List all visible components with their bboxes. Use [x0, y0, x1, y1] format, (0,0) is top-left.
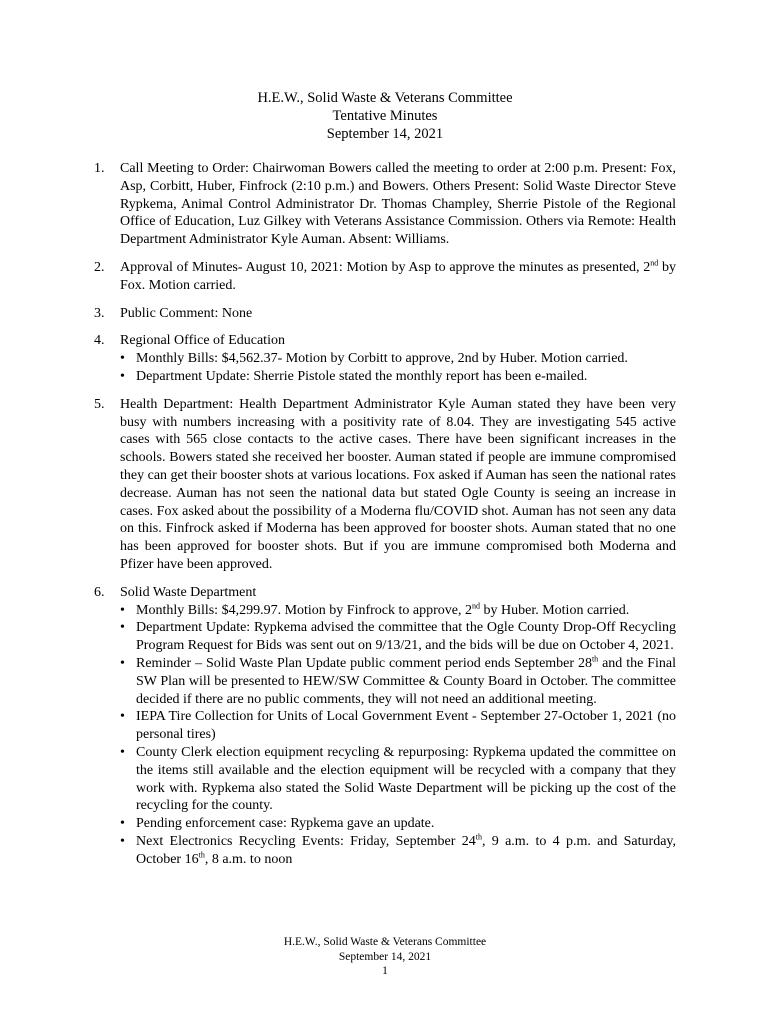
- bullet-item: • County Clerk election equipment recycling & repurposing: Rypkema updated the committee on the items still available and the election equipment will be recycled with a company that they work with. Rypkema also stated the Solid Waste Department will be picking up the cost of the recycling for the county.: [120, 744, 676, 814]
- item-number: 1.: [94, 161, 105, 176]
- meeting-date: September 14, 2021: [326, 126, 444, 142]
- bullet-item: • Monthly Bills: $4,562.37- Motion by Corbitt to approve, 2nd by Huber. Motion carried.: [120, 351, 628, 367]
- bullet-icon: •: [120, 833, 125, 849]
- document-subtitle: Tentative Minutes: [332, 108, 438, 124]
- item-heading: Regional Office of Education: [120, 333, 285, 349]
- bullet-item: • Reminder – Solid Waste Plan Update public comment period ends September 28th and the Final SW Plan will be presented to HEW/SW Committee & County Board in October. The committee decided if there are no public comments, they will not need an additional meeting.: [120, 654, 676, 707]
- bullet-list: [120, 602, 676, 869]
- bullet-item: • Department Update: Rypkema advised the committee that the Ogle County Drop-Off Recycling Program Request for Bids was sent out on 9/13/21, and the bids will be due on October 4, 2021.: [120, 620, 676, 654]
- agenda-item-regional-office: [94, 332, 676, 385]
- bullet-icon: •: [120, 368, 125, 384]
- bullet-list: [120, 350, 676, 386]
- bullet-item: • Monthly Bills: $4,299.97. Motion by Finfrock to approve, 2nd by Huber. Motion carried.: [120, 600, 630, 618]
- agenda-item-public-comment: [94, 305, 676, 323]
- page-footer: [0, 935, 770, 979]
- document-header: [0, 89, 770, 143]
- item-number: 2.: [94, 259, 105, 275]
- item-text: Call Meeting to Order: Chairwoman Bowers called the meeting to order at 2:00 p.m. Present: Fox, Asp, Corbitt, Huber, Finfrock (2:10 p.m.) and Bowers. Others Present: Solid Waste Director Steve Rypkema, Animal Control Administrator Dr. Thomas Champley, Sherrie Pistole of the Regional Office of Education, Luz Gilkey with Veterans Assistance Commission. Others via Remote: Health Department Administrator Kyle Auman. Absent: Williams.: [120, 161, 676, 248]
- item-text: Public Comment: None: [120, 305, 253, 321]
- bullet-icon: •: [120, 709, 125, 725]
- agenda-item-approval-of-minutes: [94, 259, 676, 295]
- bullet-item: • IEPA Tire Collection for Units of Local Government Event - September 27-October 1, 2021 (no personal tires): [120, 709, 676, 743]
- bullet-item: • Pending enforcement case: Rypkema gave an update.: [120, 816, 435, 832]
- item-number: 4.: [94, 333, 105, 349]
- agenda-items: [94, 160, 676, 878]
- item-text: Health Department: Health Department Administrator Kyle Auman stated they have been very busy with numbers increasing with a positivity rate of 8.04. They are investigating 545 active cases with 565 close contacts to the active cases. There have been significant increases in the schools. Bowers stated she received her booster. Auman stated if people are immune compromised they can get their booster shots at various locations. Fox asked if Auman has seen the national rates decrease. Auman has not seen the national data but stated Ogle County is seeing an increase in cases. Fox asked about the possibility of a Moderna flu/COVID shot. Auman has not seen any data on this. Finfrock asked if Moderna has been approved for booster shots. Auman stated that no one has been approved for booster shots. But if you are immune compromised both Moderna and Pfizer have been approved.: [120, 396, 676, 572]
- bullet-icon: •: [120, 744, 125, 760]
- committee-title: H.E.W., Solid Waste & Veterans Committee: [257, 90, 513, 106]
- footer-date: September 14, 2021: [338, 950, 432, 963]
- agenda-item-call-to-order: [94, 160, 676, 249]
- bullet-icon: •: [120, 602, 125, 618]
- page-number: 1: [382, 965, 388, 977]
- bullet-icon: •: [120, 351, 125, 367]
- bullet-icon: •: [120, 816, 125, 832]
- bullet-icon: •: [120, 620, 125, 636]
- item-number: 3.: [94, 305, 105, 321]
- bullet-icon: •: [120, 655, 125, 671]
- footer-committee-title: H.E.W., Solid Waste & Veterans Committee: [283, 936, 487, 948]
- agenda-item-health-department: [94, 396, 676, 574]
- item-heading: Solid Waste Department: [120, 584, 257, 600]
- item-number: 5.: [94, 396, 105, 412]
- item-number: 6.: [94, 584, 105, 600]
- bullet-item: • Next Electronics Recycling Events: Friday, September 24th, 9 a.m. to 4 p.m. and Saturday, October 16th, 8 a.m. to noon: [120, 832, 676, 867]
- agenda-item-solid-waste: [94, 584, 676, 869]
- bullet-item: • Department Update: Sherrie Pistole stated the monthly report has been e-mailed.: [120, 368, 588, 384]
- item-text: Approval of Minutes- August 10, 2021: Motion by Asp to approve the minutes as presented, 2nd by Fox. Motion carried.: [120, 258, 677, 293]
